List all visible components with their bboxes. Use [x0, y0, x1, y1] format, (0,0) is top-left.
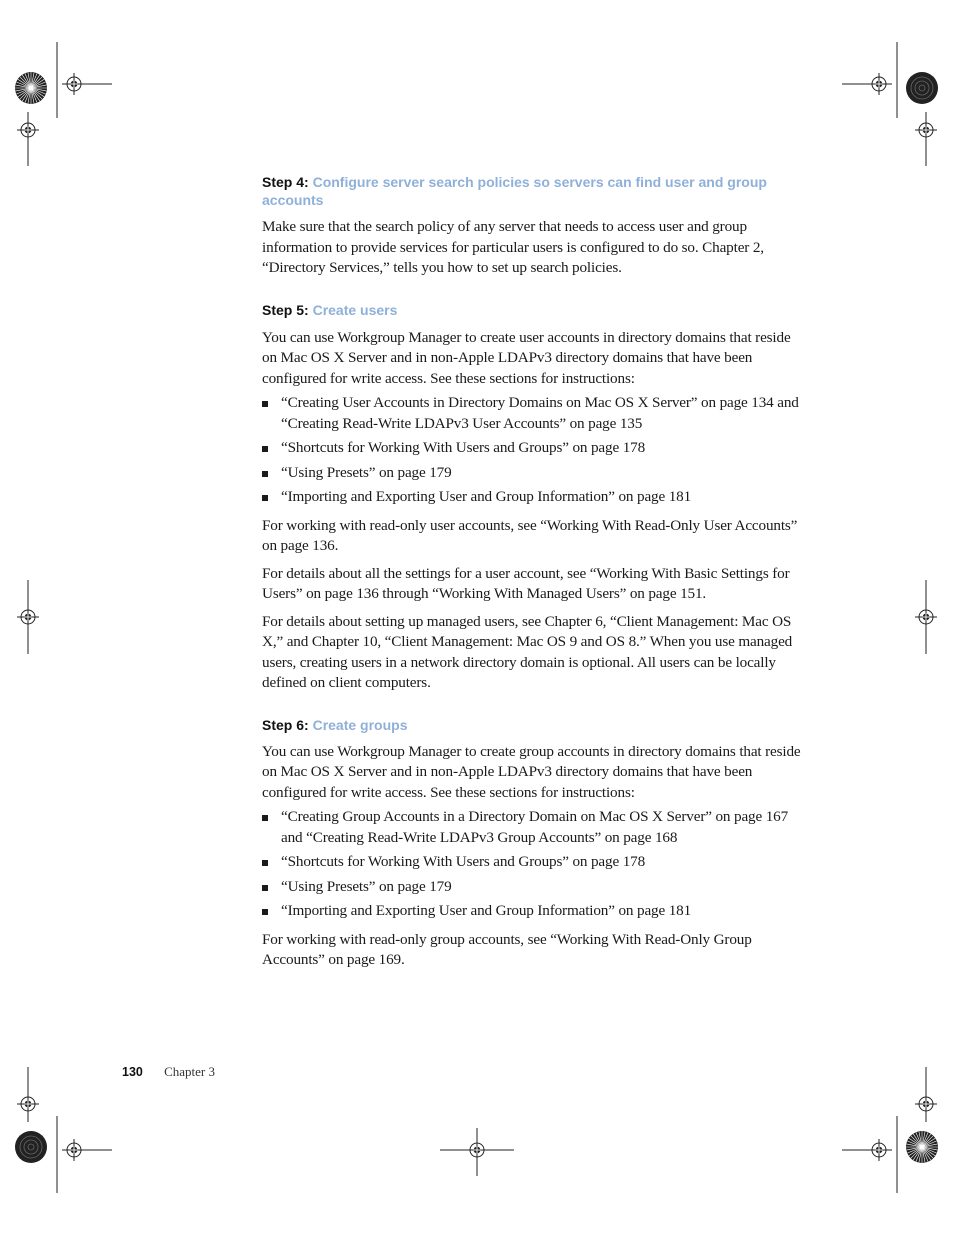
crosshair-registration-icon	[17, 1093, 39, 1115]
list-item-text: “Importing and Exporting User and Group Information” on page 181	[281, 488, 692, 505]
bullet-icon	[262, 471, 268, 477]
chapter-label: Chapter 3	[164, 1064, 216, 1079]
step-4-heading	[262, 173, 802, 209]
step-6-section	[262, 716, 802, 971]
crosshair-registration-icon	[915, 606, 937, 628]
step-label: Step 6:	[262, 716, 309, 733]
list-item-text: “Importing and Exporting User and Group Information” on page 181	[281, 902, 692, 919]
starburst-registration-icon	[15, 72, 47, 104]
bullet-icon	[262, 860, 268, 866]
list-item	[262, 463, 802, 484]
step-title: Create users	[312, 301, 398, 318]
starburst-registration-icon	[906, 72, 938, 104]
step-5-section	[262, 301, 802, 694]
step-title: Configure server search policies so servers can find user and group accounts	[262, 174, 767, 208]
list-item-text: “Shortcuts for Working With Users and Groups” on page 178	[281, 439, 646, 456]
page-footer	[122, 1064, 215, 1080]
crosshair-registration-icon	[915, 1093, 937, 1115]
list-item-text: “Shortcuts for Working With Users and Groups” on page 178	[281, 853, 646, 870]
paragraph: You can use Workgroup Manager to create group accounts in directory domains that reside on Mac OS X Server and in non-Apple LDAPv3 directory domains that have been configured for write access. See these sections for instructions:	[262, 742, 801, 801]
crosshair-registration-icon	[466, 1139, 488, 1161]
bullet-icon	[262, 495, 268, 501]
bullet-icon	[262, 885, 268, 891]
step-4-section	[262, 173, 802, 279]
step-5-heading	[262, 301, 802, 319]
crosshair-registration-icon	[17, 606, 39, 628]
paragraph: For working with read-only group accounts, see “Working With Read-Only Group Accounts” on page 169.	[262, 930, 752, 968]
step-label: Step 5:	[262, 301, 309, 318]
crosshair-registration-icon	[63, 73, 85, 95]
bullet-icon	[262, 446, 268, 452]
paragraph: For working with read-only user accounts, see “Working With Read-Only User Accounts” on page 136.	[262, 516, 798, 554]
paragraph: For details about all the settings for a user account, see “Working With Basic Settings for Users” on page 136 through “Working With Managed Users” on page 151.	[262, 564, 790, 602]
bullet-icon	[262, 401, 268, 407]
paragraph: Make sure that the search policy of any server that needs to access user and group information to provide services for particular users is configured to do so. Chapter 2, “Directory Services,” tells you how to set up search policies.	[262, 218, 764, 276]
list-item	[262, 393, 802, 434]
crosshair-registration-icon	[63, 1139, 85, 1161]
step-6-heading	[262, 716, 802, 734]
bullet-list	[262, 807, 802, 922]
list-item-text: “Using Presets” on page 179	[281, 463, 452, 481]
starburst-registration-icon	[15, 1131, 47, 1163]
step-title: Create groups	[312, 716, 408, 733]
bullet-icon	[262, 815, 268, 821]
list-item-text: “Creating User Accounts in Directory Domains on Mac OS X Server” on page 134 and “Creating Read-Write LDAPv3 User Accounts” on page 135	[281, 394, 799, 432]
list-item	[262, 852, 802, 873]
crosshair-registration-icon	[17, 119, 39, 141]
crosshair-registration-icon	[915, 119, 937, 141]
bullet-list	[262, 393, 802, 508]
list-item	[262, 901, 802, 922]
crosshair-registration-icon	[868, 1139, 890, 1161]
paragraph: For details about setting up managed users, see Chapter 6, “Client Management: Mac OS X,” and Chapter 10, “Client Management: Mac OS 9 and OS 8.” When you use managed users, creating users in a network directory domain is optional. All users can be locally defined on client computers.	[262, 612, 793, 691]
step-label: Step 4:	[262, 174, 309, 190]
list-item-text: “Using Presets” on page 179	[281, 877, 452, 895]
paragraph: You can use Workgroup Manager to create user accounts in directory domains that reside on Mac OS X Server and in non-Apple LDAPv3 directory domains that have been configured for write access. See these sections for instructions:	[262, 328, 791, 387]
list-item	[262, 807, 802, 848]
list-item	[262, 438, 802, 459]
starburst-registration-icon	[906, 1131, 938, 1163]
main-content	[262, 173, 802, 971]
list-item	[262, 487, 802, 508]
list-item	[262, 877, 802, 898]
bullet-icon	[262, 909, 268, 915]
page-number: 130	[122, 1065, 143, 1079]
list-item-text: “Creating Group Accounts in a Directory Domain on Mac OS X Server” on page 167 and “Creating Read-Write LDAPv3 Group Accounts” on page 168	[281, 808, 789, 846]
crosshair-registration-icon	[868, 73, 890, 95]
